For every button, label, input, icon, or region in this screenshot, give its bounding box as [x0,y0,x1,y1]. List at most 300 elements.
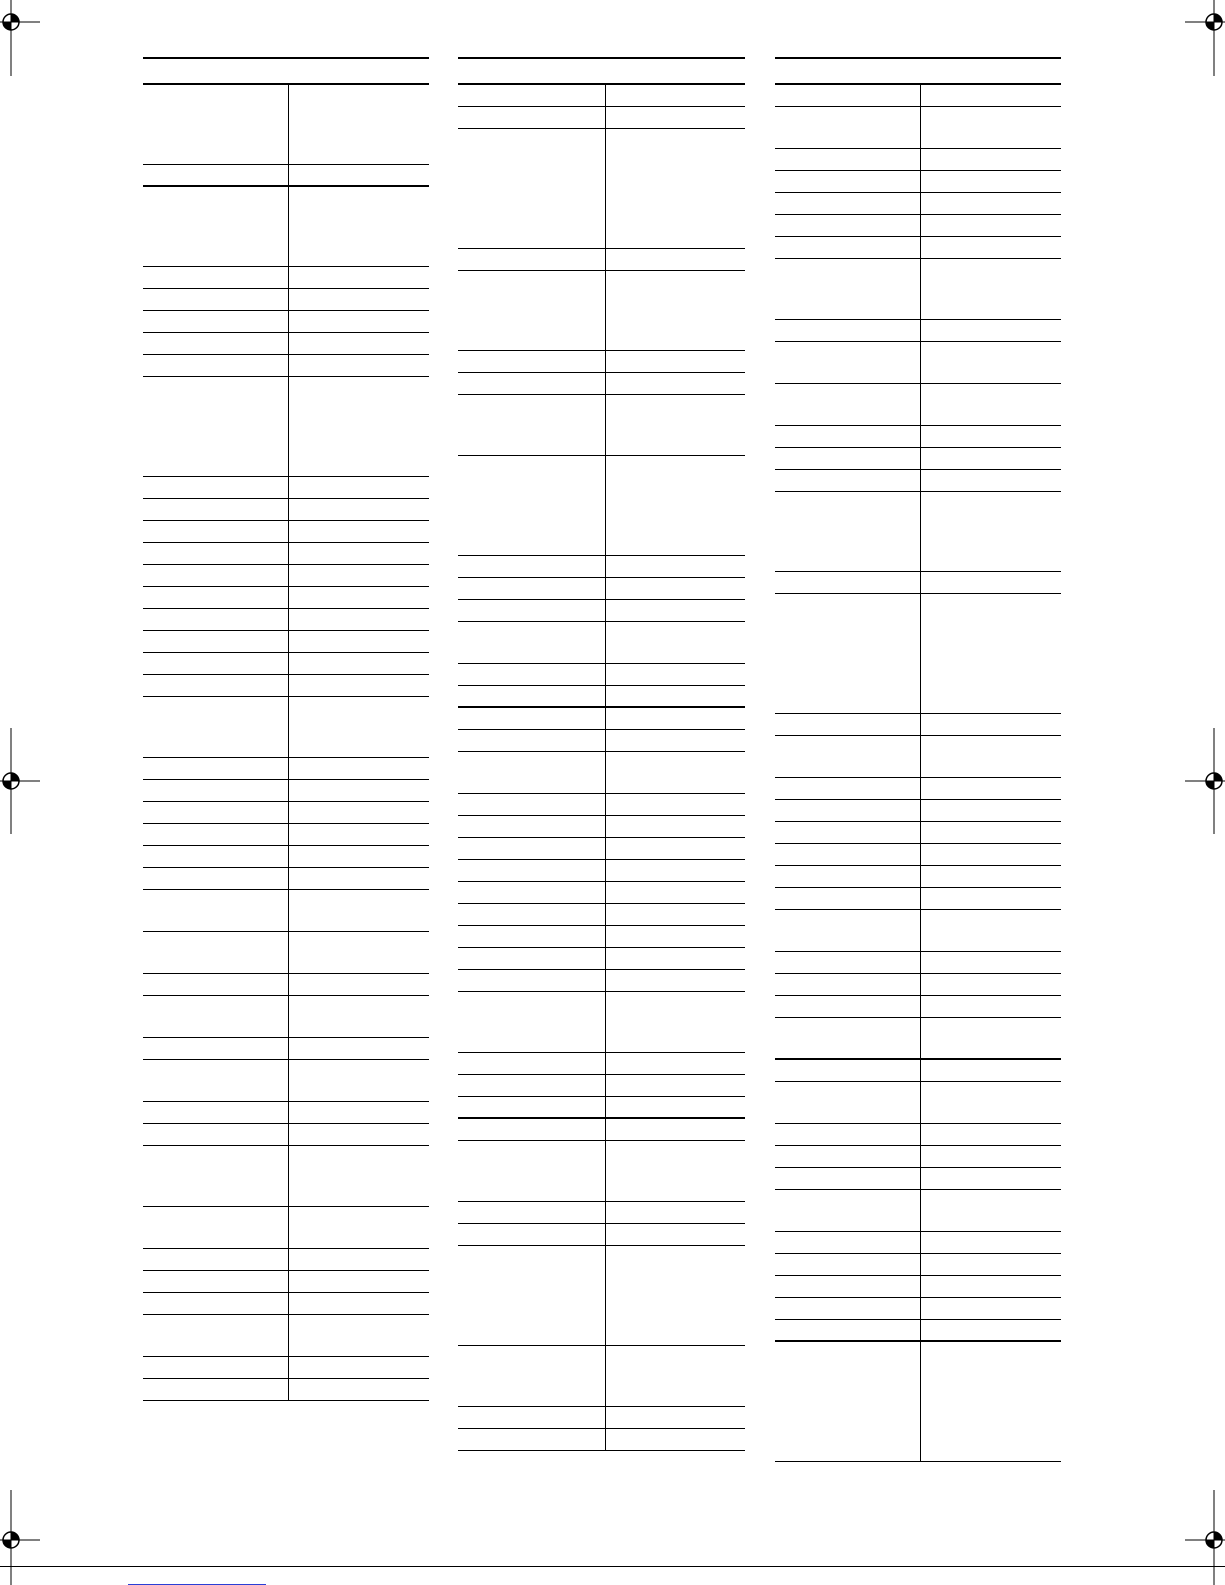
table-row [143,165,429,187]
table-row [458,794,745,816]
table-cell-right [920,714,1061,735]
table-cell-right [605,1075,745,1096]
table-cell-left [458,882,605,903]
table-row [143,499,429,521]
table-cell-right [605,904,745,925]
table-row [775,1146,1061,1168]
table-cell-left [458,1202,605,1223]
table-row [775,996,1061,1018]
column-divider [920,85,921,1462]
table-row [775,1276,1061,1298]
table-row [458,578,745,600]
registration-mark-icon [1185,0,1225,76]
table-cell-left [775,974,920,995]
table-cell-right [920,1082,1061,1123]
table-row [775,1232,1061,1254]
table-cell-left [775,259,920,319]
table-cell-right [605,752,745,793]
table-row [458,992,745,1053]
table-cell-left [775,844,920,865]
table-row [143,609,429,631]
table-cell-left [775,1168,920,1189]
table-row [143,846,429,868]
table-cell-left [458,816,605,837]
table-cell-left [775,342,920,383]
table-row [143,333,429,355]
table-cell-left [458,456,605,555]
table-cell-right [920,1298,1061,1319]
table-row [775,492,1061,572]
table-cell-left [458,664,605,685]
table-cell-right [288,758,429,779]
table-cell-right [288,974,429,995]
table-cell-right [288,289,429,310]
table-row [143,1102,429,1124]
table-row [143,1293,429,1315]
table-cell-right [288,311,429,332]
table-cell-right [605,970,745,991]
table-cell-right [288,846,429,867]
table-cell-right [920,1320,1061,1340]
table-cell-left [143,1038,288,1059]
table-cell-right [605,730,745,751]
table-cell-left [775,888,920,909]
table-cell-right [605,860,745,881]
table-row [775,736,1061,778]
table-cell-right [288,1060,429,1101]
table-cell-left [143,697,288,757]
table-cell-left [143,846,288,867]
table-cell-left [143,1124,288,1145]
table-cell-left [775,448,920,469]
table-cell-right [920,778,1061,799]
column-3-top-rule [775,57,1061,59]
table-cell-left [775,215,920,236]
registration-mark-icon [0,728,40,834]
table-cell-left [775,1018,920,1058]
table-cell-left [458,85,605,106]
table-cell-right [920,85,1061,106]
table-cell-left [458,992,605,1052]
table-cell-left [458,1119,605,1140]
table-row [775,342,1061,384]
table-cell-left [458,1141,605,1201]
table-cell-left [458,1075,605,1096]
column-divider [605,85,606,1451]
table-row [143,1357,429,1379]
table-row [775,822,1061,844]
table-cell-left [775,910,920,951]
table-row [775,1320,1061,1342]
table-cell-left [458,395,605,455]
table-cell-left [775,193,920,214]
table-cell-left [143,355,288,376]
table-cell-left [775,866,920,887]
table-cell-left [143,499,288,520]
table-row [458,1346,745,1407]
table-row [775,426,1061,448]
table-cell-left [775,1060,920,1081]
table-cell-right [920,866,1061,887]
table-cell-left [775,470,920,491]
column-2-top-rule [458,57,745,59]
table-cell-right [288,565,429,586]
table-row [143,267,429,289]
table-row [143,1060,429,1102]
table-cell-right [920,1276,1061,1297]
table-cell-left [458,600,605,621]
table-cell-right [288,1315,429,1356]
table-row [775,85,1061,107]
table-cell-right [605,351,745,372]
table-cell-left [143,1293,288,1314]
table-cell-left [143,802,288,823]
table-row [775,193,1061,215]
table-cell-left [775,320,920,341]
table-row [775,844,1061,866]
table-cell-right [920,237,1061,258]
table-cell-left [775,171,920,192]
table-cell-right [920,384,1061,425]
table-row [143,890,429,932]
table-cell-left [458,129,605,248]
table-cell-left [458,578,605,599]
table-row [775,866,1061,888]
table-cell-right [605,622,745,663]
table-row [775,259,1061,320]
table-cell-right [288,1038,429,1059]
table-cell-left [775,952,920,973]
table-row [775,1168,1061,1190]
table-cell-right [605,1097,745,1117]
table-row [458,271,745,351]
table-row [458,948,745,970]
table-row [775,778,1061,800]
table-cell-left [775,492,920,571]
table-row [775,594,1061,714]
table-cell-right [288,1357,429,1378]
table-cell-left [143,1379,288,1400]
table-cell-right [605,882,745,903]
table-cell-left [143,377,288,476]
table-row [143,932,429,974]
table-row [143,311,429,333]
table-cell-right [288,477,429,498]
table-cell-left [775,1232,920,1253]
registration-mark-icon [1185,728,1225,834]
table-row [775,1060,1061,1082]
table-cell-right [288,377,429,476]
table-row [143,996,429,1038]
table-cell-right [288,1271,429,1292]
table-cell-left [458,1407,605,1428]
table-cell-right [605,1407,745,1428]
table-cell-left [458,904,605,925]
table-cell-right [288,697,429,757]
table-cell-left [458,948,605,969]
registration-mark-icon [1185,1490,1225,1585]
table-cell-right [605,1141,745,1201]
table-cell-right [920,1190,1061,1231]
table-row [775,1342,1061,1462]
table-cell-right [920,1124,1061,1145]
table-row [775,952,1061,974]
table-cell-left [775,1082,920,1123]
table-row [143,974,429,996]
table-cell-right [920,492,1061,571]
table-cell-left [143,1249,288,1270]
table-row [458,816,745,838]
table-cell-right [605,1202,745,1223]
table-cell-right [288,932,429,973]
table-cell-left [458,556,605,577]
table-cell-left [143,85,288,164]
table-row [458,926,745,948]
table-row [143,631,429,653]
table-cell-left [775,107,920,148]
table-row [458,249,745,271]
table-cell-right [288,1146,429,1206]
table-row [775,1082,1061,1124]
table-cell-left [775,1320,920,1340]
table-row [458,1097,745,1119]
table-cell-left [775,1124,920,1145]
table-cell-left [775,594,920,713]
table-row [458,1141,745,1202]
table-cell-left [143,587,288,608]
table-cell-left [775,714,920,735]
table-header-rule [143,83,429,85]
table-row [143,587,429,609]
table-cell-right [288,631,429,652]
table-cell-left [143,653,288,674]
table-cell-left [458,1053,605,1074]
table-cell-left [775,1276,920,1297]
table-row [775,1124,1061,1146]
table-cell-right [920,342,1061,383]
table-cell-left [458,1346,605,1406]
table-cell-left [775,1342,920,1461]
table-cell-right [288,521,429,542]
column-divider [288,85,289,1401]
table-cell-right [920,320,1061,341]
table-cell-left [458,752,605,793]
table-cell-left [143,824,288,845]
table-cell-right [920,426,1061,447]
table-cell-right [605,1053,745,1074]
table-cell-left [143,932,288,973]
table-cell-right [920,736,1061,777]
table-cell-left [458,860,605,881]
table-row [458,622,745,664]
table-row [458,970,745,992]
table-cell-right [605,1246,745,1345]
table-cell-left [458,730,605,751]
table-row [458,600,745,622]
table-cell-right [288,543,429,564]
table-cell-right [605,600,745,621]
table-cell-left [143,890,288,931]
table-cell-left [143,565,288,586]
table-row [143,1124,429,1146]
table-cell-right [920,910,1061,951]
table-cell-right [920,448,1061,469]
table-row [775,974,1061,996]
table-row [458,838,745,860]
table-row [458,1075,745,1097]
table-cell-right [920,844,1061,865]
table-cell-right [605,456,745,555]
table-cell-right [288,267,429,288]
table-cell-left [143,165,288,185]
table-row [143,675,429,697]
table-row [143,1249,429,1271]
table-row [143,85,429,165]
table-cell-right [920,470,1061,491]
table-cell-left [458,1224,605,1245]
table-cell-left [775,1146,920,1167]
table-cell-right [920,974,1061,995]
table-cell-left [458,373,605,394]
table-cell-right [920,952,1061,973]
table-row [458,373,745,395]
table-cell-left [775,736,920,777]
table-cell-left [143,609,288,630]
table-cell-right [288,824,429,845]
table-cell-right [288,1379,429,1400]
table-cell-right [920,1232,1061,1253]
table-cell-right [605,271,745,350]
table-cell-right [605,1346,745,1406]
table-cell-left [458,1429,605,1450]
table-row [458,882,745,904]
table-cell-right [920,149,1061,170]
table-cell-right [605,686,745,706]
table-cell-right [288,333,429,354]
table-cell-left [775,572,920,593]
table-cell-left [458,271,605,350]
table-cell-left [458,838,605,859]
table-row [775,448,1061,470]
table-cell-right [288,780,429,801]
table-row [775,1018,1061,1060]
table-cell-right [288,609,429,630]
column-1-table [143,85,429,1401]
table-row [143,1146,429,1207]
table-cell-right [920,996,1061,1017]
table-cell-left [458,1097,605,1117]
table-cell-right [288,1102,429,1123]
table-cell-left [143,1357,288,1378]
table-cell-left [143,543,288,564]
table-row [458,129,745,249]
table-cell-right [920,594,1061,713]
table-cell-left [775,149,920,170]
column-3-table [775,85,1061,1462]
table-cell-right [288,1249,429,1270]
table-cell-right [605,926,745,947]
table-cell-left [458,970,605,991]
table-row [143,1379,429,1401]
table-cell-right [920,822,1061,843]
table-cell-right [288,653,429,674]
table-cell-right [605,373,745,394]
table-cell-left [143,311,288,332]
table-row [143,289,429,311]
table-row [775,384,1061,426]
table-cell-left [458,1246,605,1345]
table-row [143,758,429,780]
table-cell-right [605,948,745,969]
table-cell-right [605,107,745,128]
table-row [775,470,1061,492]
table-row [458,395,745,456]
table-row [458,1246,745,1346]
table-cell-right [605,578,745,599]
table-cell-left [775,426,920,447]
table-cell-left [458,708,605,729]
table-row [458,1053,745,1075]
table-cell-left [775,1254,920,1275]
table-row [458,1429,745,1451]
table-row [775,910,1061,952]
table-cell-right [920,1254,1061,1275]
table-cell-left [458,622,605,663]
table-cell-left [143,267,288,288]
column-1-top-rule [143,57,429,59]
table-row [775,572,1061,594]
table-cell-right [288,587,429,608]
footer-rule [0,1566,1225,1567]
table-cell-right [605,816,745,837]
table-cell-left [775,1190,920,1231]
table-header-rule [458,83,745,85]
table-cell-left [775,778,920,799]
table-cell-right [288,499,429,520]
table-cell-right [920,1168,1061,1189]
table-cell-right [605,129,745,248]
registration-mark-icon [0,1490,40,1585]
table-row [775,800,1061,822]
table-row [143,543,429,565]
table-cell-right [920,1146,1061,1167]
table-row [458,107,745,129]
table-cell-left [775,822,920,843]
table-cell-left [775,85,920,106]
table-cell-right [288,1124,429,1145]
column-2-table [458,85,745,1451]
table-cell-right [605,708,745,729]
table-cell-right [920,1018,1061,1058]
table-cell-left [143,333,288,354]
table-row [458,752,745,794]
table-row [775,320,1061,342]
table-row [458,456,745,556]
table-cell-left [143,187,288,266]
table-cell-right [920,193,1061,214]
table-cell-left [143,1207,288,1248]
registration-mark-icon [0,0,40,76]
table-row [458,730,745,752]
table-cell-right [605,838,745,859]
table-cell-left [143,1102,288,1123]
table-cell-right [920,1342,1061,1461]
table-cell-right [605,395,745,455]
table-row [775,237,1061,259]
table-cell-left [775,384,920,425]
table-cell-left [458,351,605,372]
table-cell-left [458,926,605,947]
